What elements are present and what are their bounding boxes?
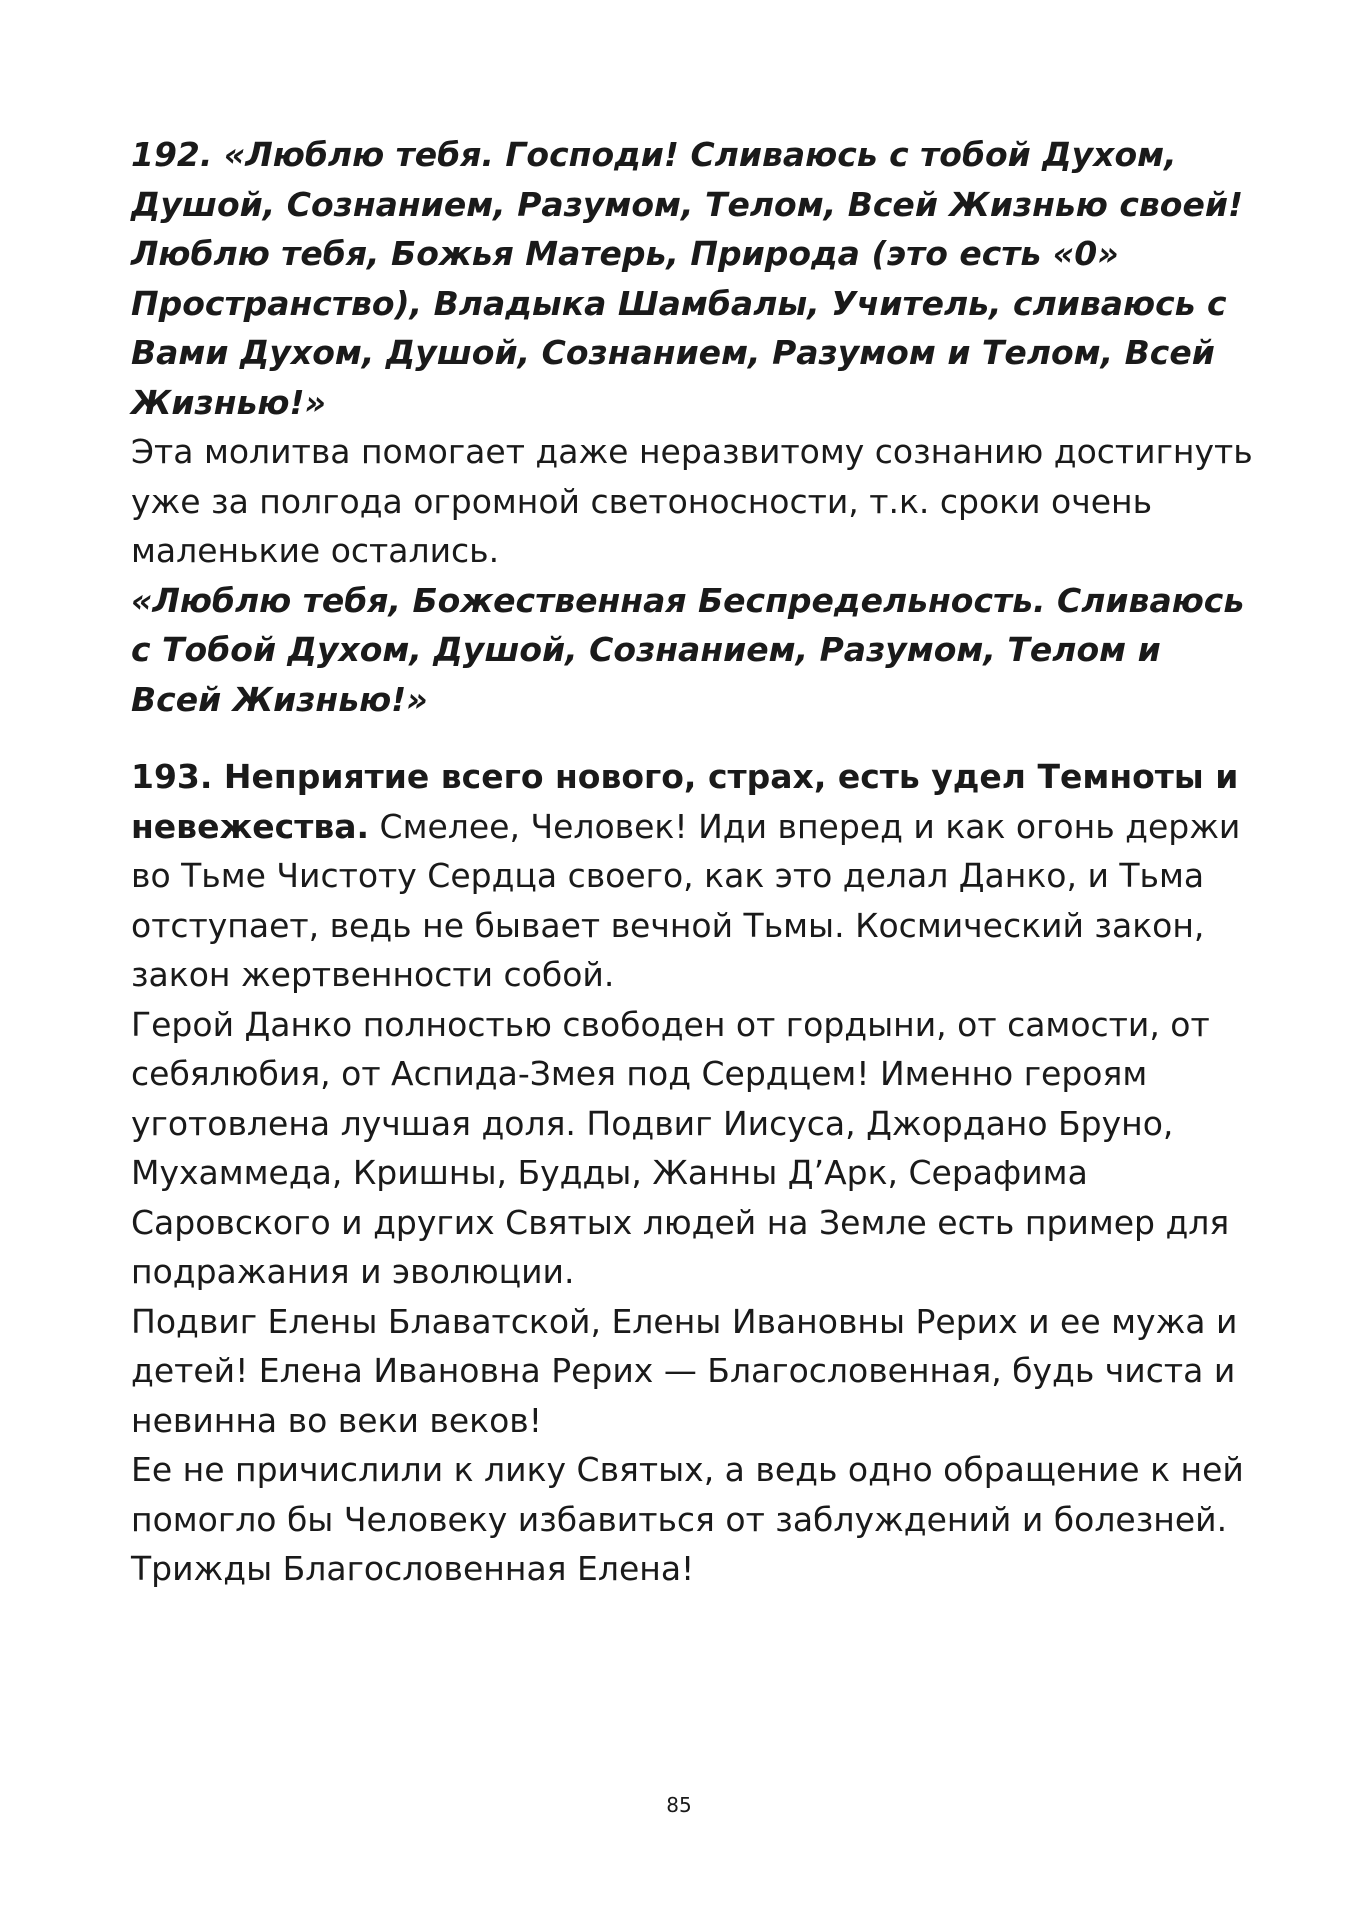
prayer-1-text: «Люблю тебя. Господи! Сливаюсь с тобой Духом, Душой, Сознанием, Разумом, Телом, Всей Жизнью своей! Люблю тебя, Божья Матерь, Природа (это есть «0» Пространство), Владыка Шамбалы, Учитель, сливаюсь с Вами Духом, Душой, Сознанием, Разумом и Телом, Всей Жизнью!» xyxy=(131,135,1244,422)
section-193-paragraph-2: Подвиг Елены Блаватской, Елены Ивановны Рерих и ее мужа и детей! Елена Ивановна Рерих — Благословенная, будь чиста и невинна во веки веков! xyxy=(131,1301,1238,1440)
section-divider-space xyxy=(131,724,1261,752)
section-193-heading: 193. Неприятие всего нового, страх, есть удел Темноты и невежества. xyxy=(131,757,1239,846)
section-193-heading-continuation: Смелее, Человек! Иди вперед и как огонь держи во Тьме Чистоту Сердца своего, как это делал Данко, и Тьма отступает, ведь не бывает вечной Тьмы. Космический закон, закон жертвенности собой. xyxy=(131,806,1241,994)
section-192-number: 192. xyxy=(131,135,213,174)
section-192-explanation: Эта молитва помогает даже неразвитому сознанию достигнуть уже за полгода огромной светоносности, т.к. сроки очень маленькие остались. xyxy=(131,432,1253,570)
page-number: 85 xyxy=(666,1793,692,1817)
section-192-prayer-2: «Люблю тебя, Божественная Беспредельность. Сливаюсь с Тобой Духом, Душой, Сознанием, Разумом, Телом и Всей Жизнью!» xyxy=(131,580,1245,719)
page-content xyxy=(131,130,1261,1594)
section-193-intro xyxy=(131,752,1261,1000)
section-193-paragraph-1: Герой Данко полностью свободен от гордыни, от самости, от себялюбия, от Аспида-Змея под Сердцем! Именно героям уготовлена лучшая доля. Подвиг Иисуса, Джордано Бруно, Мухаммеда, Кришны, Будды, Жанны Д’Арк, Серафима Саровского и других Святых людей на Земле есть пример для подражания и эволюции. xyxy=(131,1004,1230,1291)
section-192-prayer-1 xyxy=(131,130,1261,427)
section-193-paragraph-3: Ее не причислили к лику Святых, а ведь одно обращение к ней помогло бы Человеку избавиться от заблуждений и болезней. Трижды Благословенная Елена! xyxy=(131,1450,1244,1588)
